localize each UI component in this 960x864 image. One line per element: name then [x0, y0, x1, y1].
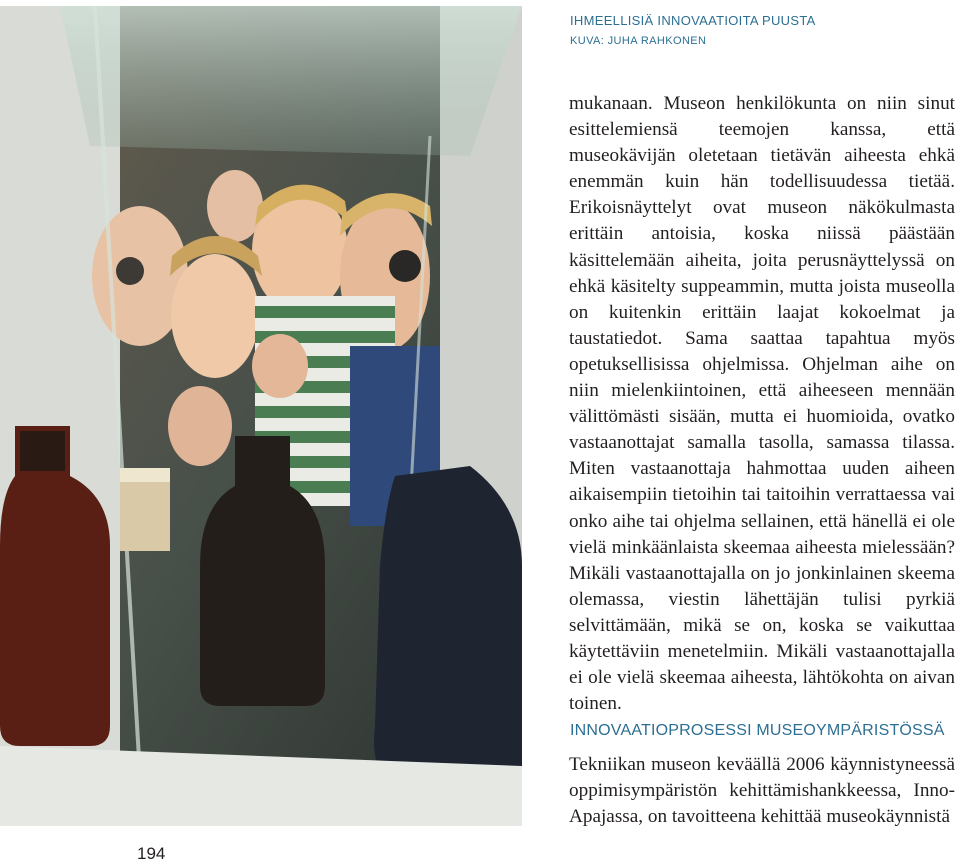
- photo-credit: KUVA: JUHA RAHKONEN: [570, 35, 707, 47]
- photo-children-at-display-case: [0, 6, 522, 826]
- section-text: [569, 752, 955, 830]
- section-paragraph: Tekniikan museon keväällä 2006 käynnistyneessä oppimisympäristön kehittämishankkeessa, Inno-Apajassa, on tavoitteena kehittää museokäynnistä: [569, 754, 955, 828]
- section-heading: INNOVAATIOPROSESSI MUSEOYMPÄRISTÖSSÄ: [570, 722, 945, 739]
- body-text: [569, 91, 955, 717]
- running-header: [570, 10, 816, 52]
- page-number: 194: [137, 844, 166, 863]
- body-paragraph: mukanaan. Museon henkilökunta on niin sinut esittelemiensä teemojen kanssa, että museokävijän oletetaan tietävän aiheesta ehkä enemmän kuin hän todellisuudessa tietää. Erikoisnäyttelyt ovat museon näkökulmasta erittäin antoisia, koska niissä päästään käsittelemään aiheita, joita perusnäyttelyssä on ehkä käsitelty suppeammin, mutta joista museolla on kuitenkin erittäin laajat kokoelmat ja taustatiedot. Sama saattaa tapahtua myös opetuksellisissa ohjelmissa. Ohjelman aihe on niin mielenkiintoinen, että aiheeseen mennään välittömästi sisään, mutta ei huomioida, ovatko vastaanottajat samalla tasolla, samassa tilassa. Miten vastaanottaja hahmottaa uuden aiheen aikaisempiin tietoihin tai taitoihin verrattaessa vai onko aihe tai ohjelma sellainen, että hänellä ei ole vielä minkäänlaista skeemaa aiheesta mielessään? Mikäli vastaanottajalla on jo jonkinlainen skeema olemassa, viestin lähettäjän tulisi pyrkiä selvittämään, mikä se on, koska se vaikuttaa käytettäviin menetelmiin. Mikäli vastaanottajalla ei ole vielä skeemaa aiheesta, lähtökohta on aivan toinen.: [569, 93, 955, 715]
- header-title: IHMEELLISIÄ INNOVAATIOITA PUUSTA: [570, 13, 816, 28]
